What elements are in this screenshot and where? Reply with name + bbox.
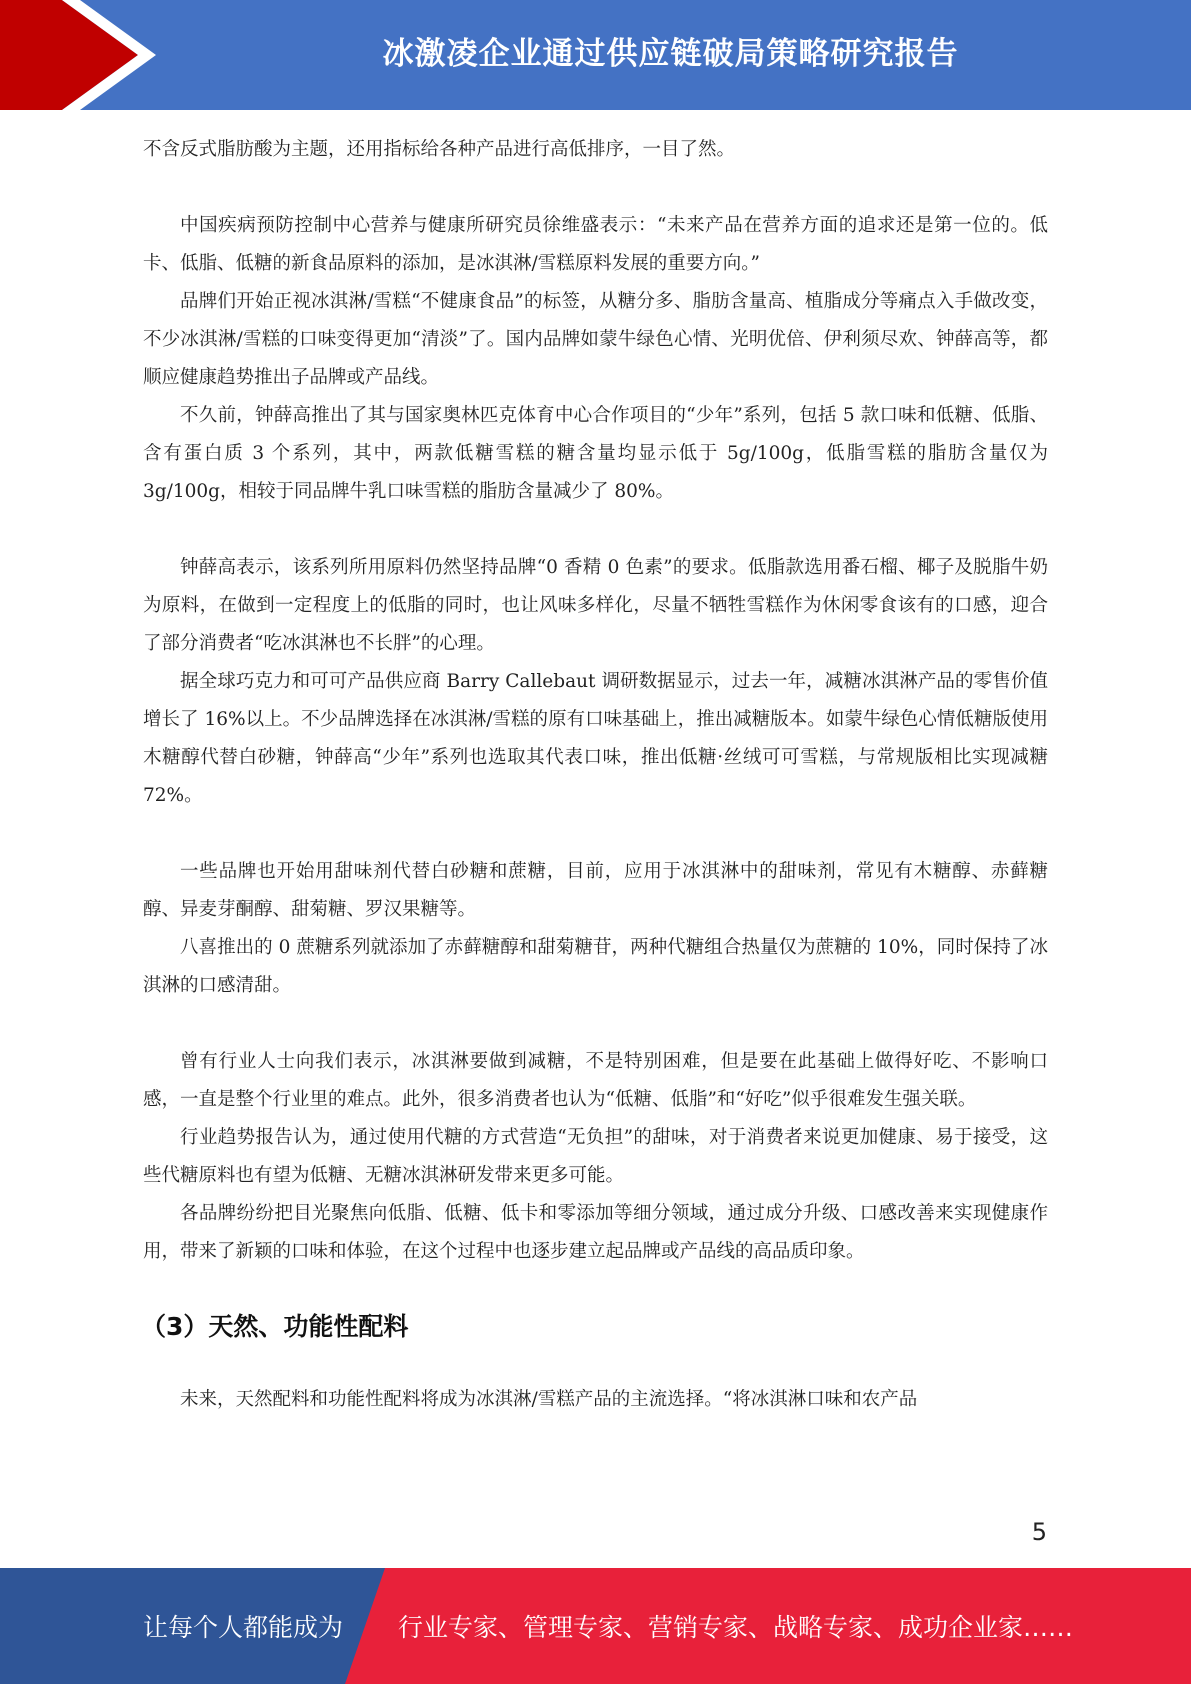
paragraph: 据全球巧克力和可可产品供应商 Barry Callebaut 调研数据显示，过去一年，减糖冰淇淋产品的零售价值增长了 16%以上。不少品牌选择在冰淇淋/雪糕的原有口味基础上，推出减糖版本。如蒙牛绿色心情低糖版使用木糖醇代替白砂糖，钟薛高“少年”系列也选取其代表口味，推出低糖·丝绒可可雪糕，与常规版相比实现减糖 72%。 — [143, 671, 1048, 806]
paragraph: 一些品牌也开始用甜味剂代替白砂糖和蔗糖，目前，应用于冰淇淋中的甜味剂，常见有木糖醇、赤藓糖醇、异麦芽酮醇、甜菊糖、罗汉果糖等。 — [143, 861, 1048, 920]
paragraph: 未来，天然配料和功能性配料将成为冰淇淋/雪糕产品的主流选择。“将冰淇淋口味和农产品 — [180, 1389, 918, 1410]
footer-slogan-left: 让每个人都能成为 — [143, 1613, 344, 1642]
footer-slogan-right: 行业专家、管理专家、营销专家、战略专家、成功企业家…… — [398, 1613, 1074, 1642]
page-number: 5 — [1031, 1518, 1047, 1546]
paragraph: 八喜推出的 0 蔗糖系列就添加了赤藓糖醇和甜菊糖苷，两种代糖组合热量仅为蔗糖的 10%，同时保持了冰淇淋的口感清甜。 — [143, 937, 1048, 996]
document-body — [143, 131, 1048, 1419]
section-heading: （3）天然、功能性配料 — [141, 1312, 409, 1341]
paragraph: 行业趋势报告认为，通过使用代糖的方式营造“无负担”的甜味，对于消费者来说更加健康、易于接受，这些代糖原料也有望为低糖、无糖冰淇淋研发带来更多可能。 — [143, 1127, 1048, 1186]
document-title: 冰激凌企业通过供应链破局策略研究报告 — [382, 35, 959, 72]
header-band — [0, 0, 1191, 110]
paragraph: 各品牌纷纷把目光聚焦向低脂、低糖、低卡和零添加等细分领域，通过成分升级、口感改善来实现健康作用，带来了新颖的口味和体验，在这个过程中也逐步建立起品牌或产品线的高品质印象。 — [143, 1203, 1048, 1262]
paragraph: 不久前，钟薛高推出了其与国家奥林匹克体育中心合作项目的“少年”系列，包括 5 款口味和低糖、低脂、含有蛋白质 3 个系列，其中，两款低糖雪糕的糖含量均显示低于 5g/100g，低脂雪糕的脂肪含量仅为 3g/100g，相较于同品牌牛乳口味雪糕的脂肪含量减少了 80%。 — [143, 405, 1048, 502]
paragraph: 钟薛高表示，该系列所用原料仍然坚持品牌“0 香精 0 色素”的要求。低脂款选用番石榴、椰子及脱脂牛奶为原料，在做到一定程度上的低脂的同时，也让风味多样化，尽量不牺牲雪糕作为休闲零食该有的口感，迎合了部分消费者“吃冰淇淋也不长胖”的心理。 — [143, 557, 1048, 654]
paragraph: 中国疾病预防控制中心营养与健康所研究员徐维盛表示：“未来产品在营养方面的追求还是第一位的。低卡、低脂、低糖的新食品原料的添加，是冰淇淋/雪糕原料发展的重要方向。” — [143, 215, 1048, 274]
paragraph: 品牌们开始正视冰淇淋/雪糕“不健康食品”的标签，从糖分多、脂肪含量高、植脂成分等痛点入手做改变，不少冰淇淋/雪糕的口味变得更加“清淡”了。国内品牌如蒙牛绿色心情、光明优倍、伊利须尽欢、钟薛高等，都顺应健康趋势推出子品牌或产品线。 — [143, 291, 1048, 388]
paragraph: 曾有行业人士向我们表示，冰淇淋要做到减糖，不是特别困难，但是要在此基础上做得好吃、不影响口感，一直是整个行业里的难点。此外，很多消费者也认为“低糖、低脂”和“好吃”似乎很难发生强关联。 — [143, 1051, 1048, 1110]
footer-band — [0, 1568, 1191, 1684]
paragraph: 不含反式脂肪酸为主题，还用指标给各种产品进行高低排序，一目了然。 — [143, 139, 736, 160]
